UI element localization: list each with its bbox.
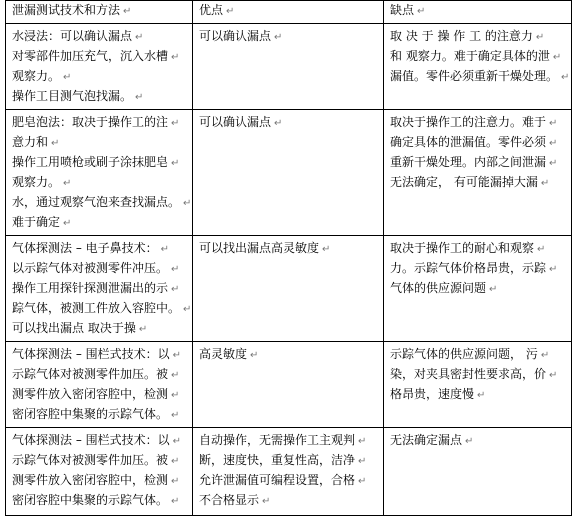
cell-text-line: 漏值。零件必须重新干燥处理。 ↵ [390,69,570,83]
cell-text-line: 肥皂泡法：取决于操作工的注 ↵ [12,115,180,129]
paragraph-mark: ↵ [171,370,180,381]
paragraph-mark: ↵ [171,496,180,507]
pros-cell [193,110,384,236]
paragraph-mark: ↵ [171,158,180,169]
cell-text-line: 气体探测法 – 围栏式技术：以 ↵ [12,347,182,361]
paragraph-mark: ↵ [171,52,180,63]
pros-cell [193,342,384,428]
paragraph-mark: ↵ [535,32,545,43]
method-cell [6,236,193,342]
cell-text-line: 示踪气体对被测零件加压。被 ↵ [12,367,180,381]
cell-text-line: 气体探测法 – 围栏式技术：以 ↵ [12,433,182,447]
leak-test-comparison-table [5,0,572,516]
cell-text-line: 允许泄漏值可编程设置，合格 ↵ [199,473,367,487]
paragraph-mark: ↵ [465,436,474,447]
cell-text-line: 密闭容腔中集聚的示踪气体。 ↵ [12,493,180,507]
paragraph-mark: ↵ [250,350,259,361]
cell-text-line: 和 观察力。难于确定具体的泄 ↵ [390,49,562,63]
paragraph-mark: ↵ [561,72,570,83]
paragraph-mark: ↵ [358,476,367,487]
method-cell [6,110,193,236]
cell-text-line: 重新干燥处理。内部之间泄漏 ↵ [390,155,558,169]
paragraph-mark: ↵ [183,304,192,315]
cell-text-line: 确定具体的泄漏值。零件必须 ↵ [390,135,558,149]
cell-text-line: 操作工目测气泡找漏。 ↵ [12,89,144,103]
cell-text-line: 染，对夹具密封性要求高，价 ↵ [390,367,558,381]
paragraph-mark: ↵ [135,92,144,103]
paragraph-mark: ↵ [171,390,180,401]
cell-text-line: 可以确认漏点 ↵ [199,29,283,43]
cell-text-line: 气体探测法 – 电子鼻技术： ↵ [12,241,170,255]
cell-text-line: 密闭容腔中集聚的示踪气体。 ↵ [12,407,180,421]
method-cell [6,342,193,428]
paragraph-mark: ↵ [135,32,144,43]
paragraph-mark: ↵ [549,118,558,129]
cons-cell [384,428,572,516]
cell-text-line: 测零件放入密闭容腔中，检测 ↵ [12,387,180,401]
paragraph-mark: ↵ [540,350,550,361]
paragraph-mark: ↵ [171,410,180,421]
paragraph-mark: ↵ [171,284,180,295]
pros-cell [193,24,384,110]
cell-text-line: 可以找出漏点高灵敏度 ↵ [199,241,331,255]
cons-cell [384,24,572,110]
cell-text-line: 水，通过观察气泡来查找漏点。 ↵ [12,195,192,209]
paragraph-mark: ↵ [171,264,180,275]
table-row [6,342,572,428]
cell-text-line: 观察力。 ↵ [12,175,72,189]
cell-text-line: 踪气体，被测工件放入容腔中。 ↵ [12,301,192,315]
paragraph-mark: ↵ [549,264,558,275]
table-row [6,236,572,342]
paragraph-mark: ↵ [549,370,558,381]
cell-text-line: 取决于操作工的耐心和观察 ↵ [390,241,546,255]
cons-cell [384,236,572,342]
paragraph-mark: ↵ [183,198,192,209]
cell-text-line: 观察力。 ↵ [12,69,72,83]
table-row [6,110,572,236]
pros-cell [193,428,384,516]
cell-text-line: 无法确定， 有可能漏掉大漏 ↵ [390,175,550,189]
paragraph-mark: ↵ [138,324,148,335]
pros-cell [193,236,384,342]
paragraph-mark: ↵ [358,436,367,447]
cell-text-line: 自动操作，无需操作工主观判 ↵ [199,433,367,447]
paragraph-mark: ↵ [489,284,498,295]
cell-text-line: 取决于操作工的注意力。难于 ↵ [390,115,558,129]
paragraph-mark: ↵ [160,244,170,255]
cell-text-line: 测零件放入密闭容腔中，检测 ↵ [12,473,180,487]
table-row [6,428,572,516]
header-cell-method: 泄漏测试技术和方法 ↵ [6,1,193,24]
paragraph-mark: ↵ [358,456,367,467]
cell-text-line: 水浸法：可以确认漏点 ↵ [12,29,144,43]
cell-text-line: 可以找出漏点 取决于操 ↵ [12,321,148,335]
cell-text-line: 无法确定漏点 ↵ [390,433,474,447]
paragraph-mark: ↵ [171,118,180,129]
method-cell [6,428,193,516]
paragraph-mark: ↵ [477,390,486,401]
paragraph-mark: ↵ [322,244,331,255]
cell-text-line: 高灵敏度 ↵ [199,347,259,361]
cell-text-line: 操作工用探针探测泄漏出的示 ↵ [12,281,180,295]
table-row [6,24,572,110]
paragraph-mark: ↵ [274,32,283,43]
paragraph-mark: ↵ [172,350,182,361]
paragraph-mark: ↵ [171,476,180,487]
header-cell-cons: 缺点 ↵ [384,1,572,24]
cell-text-line: 示踪气体对被测零件加压。被 ↵ [12,453,180,467]
method-cell [6,24,193,110]
cell-text-line: 以示踪气体对被测零件冲压。 ↵ [12,261,180,275]
table-header-row [6,1,572,24]
cell-text-line: 对零部件加压充气，沉入水槽 ↵ [12,49,180,63]
paragraph-mark: ↵ [51,138,60,149]
cell-text-line: 意力和 ↵ [12,135,60,149]
cell-text-line: 取 决 于 操 作 工 的注意力 ↵ [390,29,545,43]
paragraph-mark: ↵ [262,496,271,507]
header-cell-pros: 优点 ↵ [193,1,384,24]
cell-text-line: 断，速度快，重复性高，洁净 ↵ [199,453,367,467]
paragraph-mark: ↵ [63,178,72,189]
paragraph-mark: ↵ [540,178,550,189]
cell-text-line: 气体的供应源问题 ↵ [390,281,498,295]
paragraph-mark: ↵ [549,138,558,149]
cell-text-line: 难于确定 ↵ [12,215,72,229]
cell-text-line: 可以确认漏点 ↵ [199,115,283,129]
cons-cell [384,110,572,236]
paragraph-mark: ↵ [172,436,182,447]
paragraph-mark: ↵ [537,244,546,255]
paragraph-mark: ↵ [171,456,180,467]
paragraph-mark: ↵ [63,218,72,229]
paragraph-mark: ↵ [549,158,558,169]
cell-text-line: 不合格显示 ↵ [199,493,271,507]
cell-text-line: 操作工用喷枪或刷子涂抹肥皂 ↵ [12,155,180,169]
cons-cell [384,342,572,428]
cell-text-line: 示踪气体的供应源问题， 污 ↵ [390,347,550,361]
paragraph-mark: ↵ [63,72,72,83]
paragraph-mark: ↵ [552,52,562,63]
cell-text-line: 力。示踪气体价格昂贵，示踪 ↵ [390,261,558,275]
paragraph-mark: ↵ [274,118,283,129]
cell-text-line: 格昂贵，速度慢 ↵ [390,387,486,401]
